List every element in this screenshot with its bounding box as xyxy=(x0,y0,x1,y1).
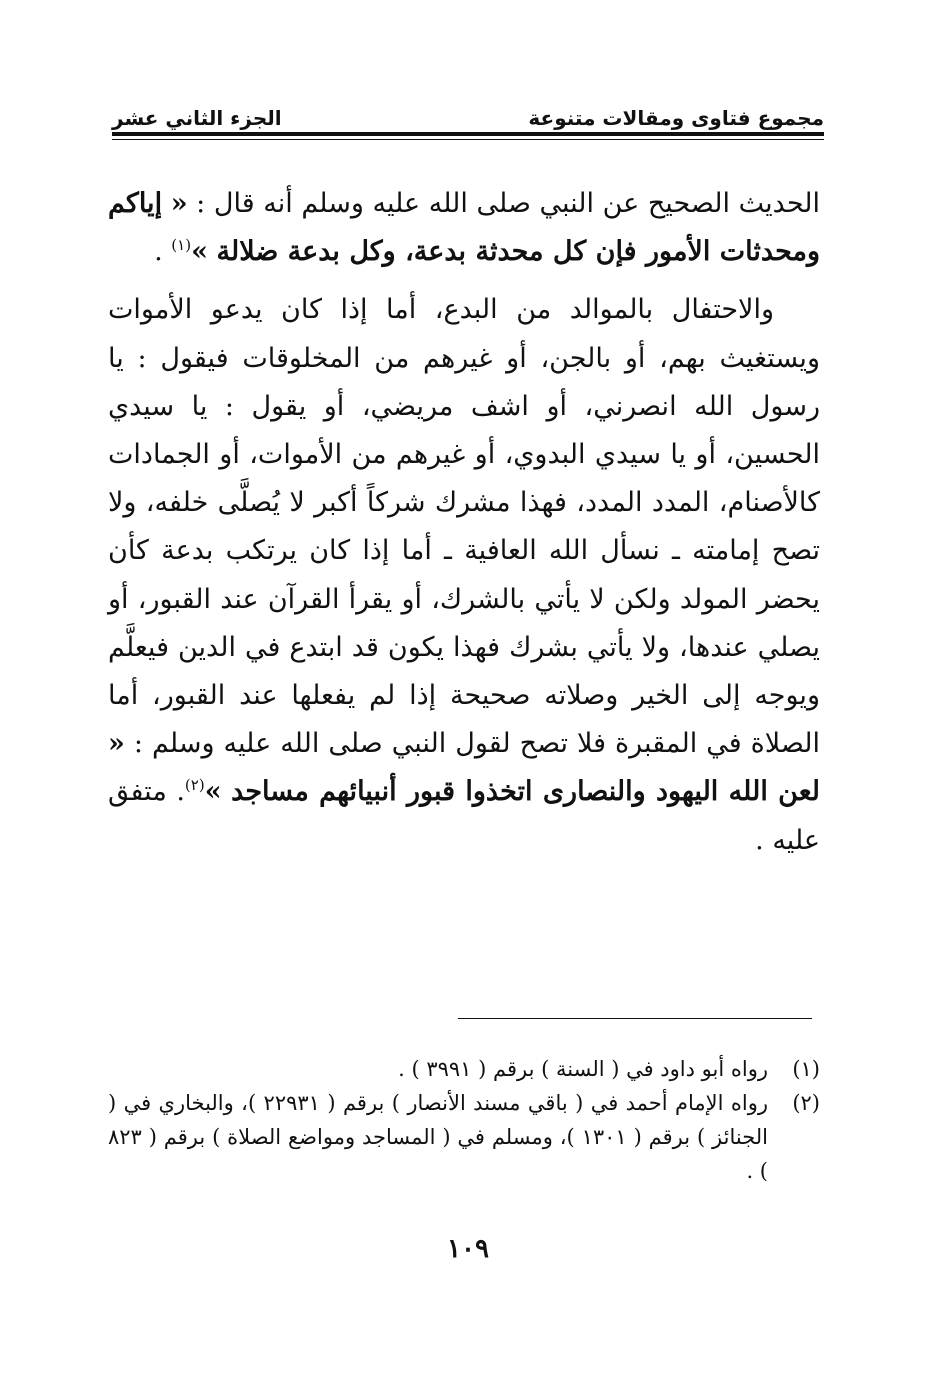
volume-label: الجزء الثاني عشر xyxy=(112,106,282,130)
hadith-close-quote: » xyxy=(204,776,222,808)
book-title: مجموع فتاوى ومقالات متنوعة xyxy=(528,106,824,130)
hadith-text: لعن الله اليهود والنصارى اتخذوا قبور أنبيائهم مساجد xyxy=(231,776,820,808)
paragraph-intro: الحديث الصحيح عن النبي صلى الله عليه وسلم أنه قال : xyxy=(196,188,820,219)
footnote-separator xyxy=(458,1018,812,1019)
paragraph-end: . xyxy=(154,236,163,268)
footnote-item xyxy=(108,1052,820,1086)
header-rule-thick xyxy=(112,132,824,136)
header-rule-thin xyxy=(112,139,824,140)
hadith-open-quote: « xyxy=(170,188,188,219)
hadith-text: إياكم ومحدثات الأمور فإن كل محدثة بدعة، وكل بدعة ضلالة xyxy=(108,188,820,268)
paragraph-body: والاحتفال بالموالد من البدع، أما إذا كان يدعو الأموات ويستغيث بهم، أو بالجن، أو غيرهم من المخلوقات فيقول : يا رسول الله انصرني، أو اشف مريضي، أو يقول : يا سيدي الحسين، أو يا سيدي البدوي، أو غيرهم من الأموات، أو الجمادات كالأصنام، المدد المدد، فهذا مشرك شركاً أكبر لا يُصلَّى خلفه، ولا تصح إمامته ـ نسأل الله العافية ـ أما إذا كان يرتكب بدعة كأن يحضر المولد ولكن لا يأتي بالشرك، أو يقرأ القرآن عند القبور، أو يصلي عندها، ولا يأتي بشرك فهذا يكون قد ابتدع في الدين فيعلَّم ويوجه إلى الخير وصلاته صحيحة إذا لم يفعلها عند القبور، أما الصلاة في المقبرة فلا تصح لقول النبي صلى الله عليه وسلم : xyxy=(108,294,820,760)
footnote-ref-2[interactable]: (٢) xyxy=(184,776,205,795)
running-header xyxy=(112,96,824,130)
footnotes xyxy=(108,1052,820,1188)
footnote-text: رواه أبو داود في ( السنة ) برقم ( ٣٩٩١ ) . xyxy=(398,1057,768,1081)
paragraph-end: . متفق عليه . xyxy=(108,776,820,856)
paragraph-hadith-innovation xyxy=(108,180,820,276)
page-number: ١٠٩ xyxy=(447,1234,489,1264)
main-text xyxy=(108,180,820,865)
footnote-number: (٢) xyxy=(792,1091,820,1115)
footnote-item xyxy=(108,1086,820,1188)
footnote-text: رواه الإمام أحمد في ( باقي مسند الأنصار ) برقم ( ٢٢٩٣١ )، والبخاري في ( الجنائز ) برقم ( ١٣٠١ )، ومسلم في ( المساجد ومواضع الصلاة ) برقم ( ٨٢٣ ) . xyxy=(108,1091,768,1183)
paragraph-mawlid xyxy=(108,286,820,864)
hadith-close-quote: » xyxy=(191,236,208,268)
footnote-number: (١) xyxy=(792,1057,820,1081)
hadith-open-quote: « xyxy=(108,728,125,760)
footnote-ref-1[interactable]: (١) xyxy=(171,236,192,255)
